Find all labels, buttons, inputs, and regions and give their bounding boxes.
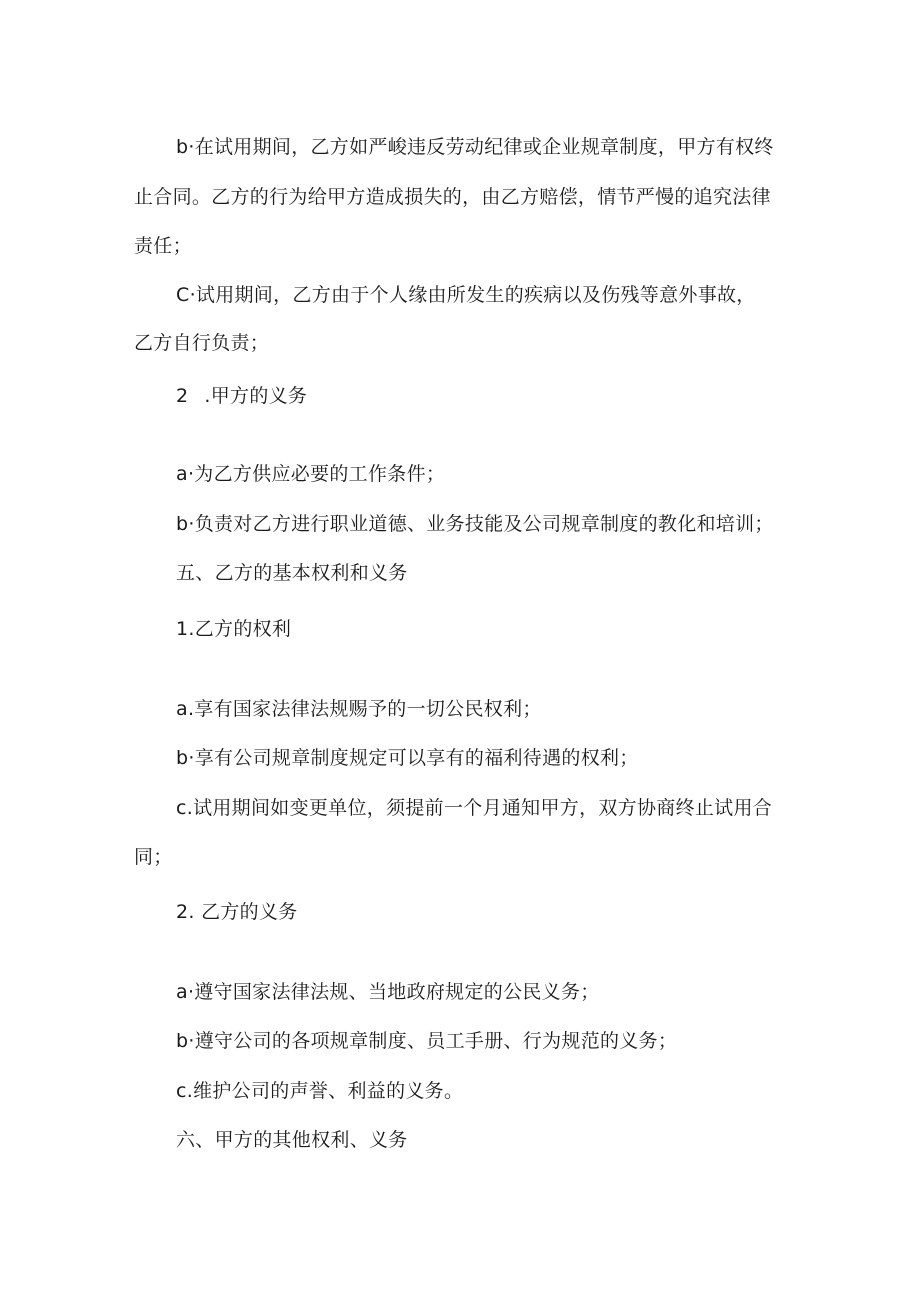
paragraph-a-obey-law: a·遵守国家法律法规、当地政府规定的公民义务；: [176, 981, 600, 1003]
paragraph-a-work-conditions: a·为乙方供应必要的工作条件；: [176, 463, 446, 485]
text-line: c.试用期间如变更单位，须提前一个月通知甲方，双方协商终止试用合: [176, 797, 773, 819]
paragraph-b-training: b·负责对乙方进行职业道德、业务技能及公司规章制度的教化和培训；: [176, 513, 774, 535]
text-line: 乙方自行负责；: [134, 332, 270, 354]
heading-section-six: 六、甲方的其他权利、义务: [176, 1129, 408, 1151]
text-line: b·在试用期间，乙方如严峻违反劳动纪律或企业规章制度，甲方有权终: [176, 136, 774, 158]
heading-party-a-duties: [176, 384, 307, 408]
text-line: 同；: [134, 846, 173, 868]
paragraph-b-obey-rules: b·遵守公司的各项规章制度、员工手册、行为规范的义务；: [176, 1030, 678, 1052]
heading-party-b-rights: 1.乙方的权利: [176, 618, 292, 640]
paragraph-b-benefits: b·享有公司规章制度规定可以享有的福利待遇的权利；: [176, 747, 639, 769]
heading-number: 2: [176, 385, 189, 407]
text-line: C·试用期间，乙方由于个人缘由所发生的疾病以及伤残等意外事故，: [176, 284, 756, 306]
heading-party-b-duties: 2. 乙方的义务: [176, 901, 298, 923]
paragraph-c-reputation: c.维护公司的声誉、利益的义务。: [176, 1080, 464, 1102]
heading-section-five: 五、乙方的基本权利和义务: [176, 562, 408, 584]
heading-text: .甲方的义务: [204, 385, 308, 407]
text-line: 责任；: [134, 235, 192, 257]
paragraph-a-civil-rights: a.享有国家法律法规赐予的一切公民权利；: [176, 698, 542, 720]
text-line: 止合同。乙方的行为给甲方造成损失的，由乙方赔偿，情节严慢的追究法律: [134, 186, 771, 208]
